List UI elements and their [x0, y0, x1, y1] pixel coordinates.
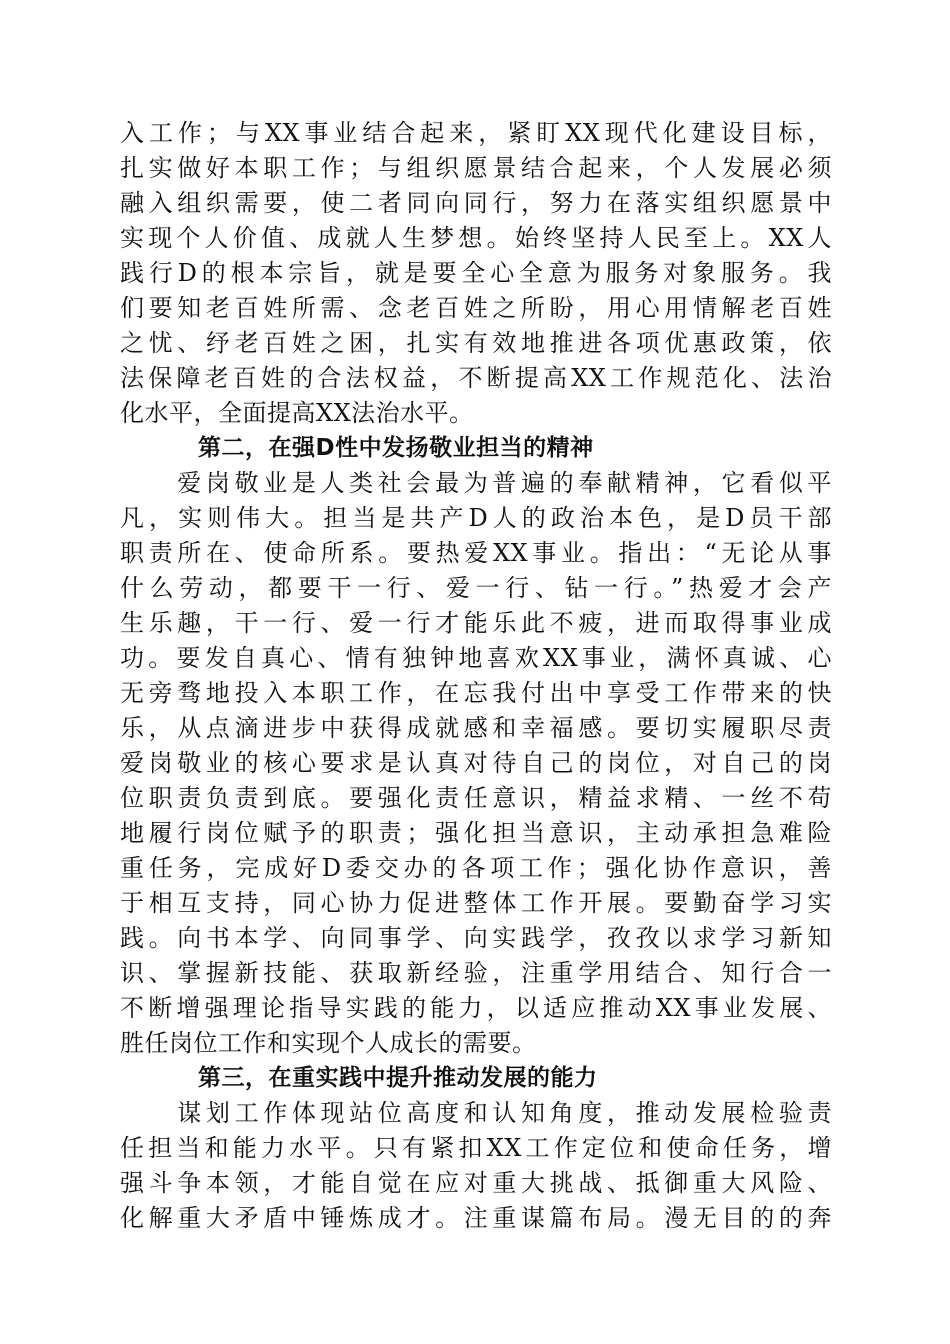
paragraph-2 — [120, 466, 832, 1061]
paragraph-line: 爱岗敬业的核心要求是认真对待自己的岗位，对自己的岗 — [120, 749, 832, 777]
paragraph-line: 位职责负责到底。要强化责任意识，精益求精、一丝不苟 — [120, 784, 832, 812]
paragraph-line: 无旁骛地投入本职工作，在忘我付出中享受工作带来的快 — [120, 679, 832, 707]
paragraph-line: 法保障老百姓的合法权益，不断提高XX工作规范化、法治 — [120, 364, 832, 392]
paragraph-line: 生乐趣，干一行、爱一行才能乐此不疲，进而取得事业成 — [120, 609, 832, 637]
paragraph-line: 化解重大矛盾中锤炼成才。注重谋篇布局。漫无目的的奔 — [120, 1204, 832, 1232]
paragraph-line: 扎实做好本职工作；与组织愿景结合起来，个人发展必须 — [120, 154, 832, 182]
paragraph-1 — [120, 116, 832, 431]
paragraph-line: 凡，实则伟大。担当是共产D人的政治本色，是D员干部 — [120, 504, 832, 532]
paragraph-line: 乐，从点滴进步中获得成就感和幸福感。要切实履职尽责 — [120, 714, 832, 742]
paragraph-line: 入工作；与XX事业结合起来，紧盯XX现代化建设目标， — [120, 119, 832, 147]
paragraph-line: 于相互支持，同心协力促进整体工作开展。要勤奋学习实 — [120, 889, 832, 917]
section-heading-2: 第二，在强D性中发扬敬业担当的精神 — [198, 435, 594, 461]
paragraph-line: 实现个人价值、成就人生梦想。始终坚持人民至上。XX人 — [120, 224, 832, 252]
paragraph-line: 谋划工作体现站位高度和认知角度，推动发展检验责 — [120, 1099, 832, 1127]
paragraph-line: 不断增强理论指导实践的能力，以适应推动XX事业发展、 — [120, 994, 832, 1022]
paragraph-line: 地履行岗位赋予的职责；强化担当意识，主动承担急难险 — [120, 819, 832, 847]
document-body — [120, 116, 832, 1236]
paragraph-line: 胜任岗位工作和实现个人成长的需要。 — [120, 1029, 537, 1057]
paragraph-line: 践行D的根本宗旨，就是要全心全意为服务对象服务。我 — [120, 259, 832, 287]
paragraph-3 — [120, 1096, 832, 1236]
paragraph-line: 识、掌握新技能、获取新经验，注重学用结合、知行合一 — [120, 959, 832, 987]
paragraph-line: 强斗争本领，才能自觉在应对重大挑战、抵御重大风险、 — [120, 1169, 832, 1197]
paragraph-line: 融入组织需要，使二者同向同行，努力在落实组织愿景中 — [120, 189, 832, 217]
paragraph-line: 们要知老百姓所需、念老百姓之所盼，用心用情解老百姓 — [120, 294, 832, 322]
paragraph-line: 之忧、纾老百姓之困，扎实有效地推进各项优惠政策，依 — [120, 329, 832, 357]
paragraph-line: 化水平，全面提高XX法治水平。 — [120, 399, 474, 427]
paragraph-line: 职责所在、使命所系。要热爱XX事业。指出：“无论从事 — [120, 539, 832, 567]
paragraph-line: 重任务，完成好D委交办的各项工作；强化协作意识，善 — [120, 854, 832, 882]
paragraph-line: 爱岗敬业是人类社会最为普遍的奉献精神，它看似平 — [120, 469, 832, 497]
section-heading-3: 第三，在重实践中提升推动发展的能力 — [198, 1065, 598, 1091]
paragraph-line: 什么劳动，都要干一行、爱一行、钻一行。”热爱才会产 — [120, 574, 832, 602]
paragraph-line: 任担当和能力水平。只有紧扣XX工作定位和使命任务，增 — [120, 1134, 832, 1162]
paragraph-line: 功。要发自真心、情有独钟地喜欢XX事业，满怀真诚、心 — [120, 644, 832, 672]
paragraph-line: 践。向书本学、向同事学、向实践学，孜孜以求学习新知 — [120, 924, 832, 952]
